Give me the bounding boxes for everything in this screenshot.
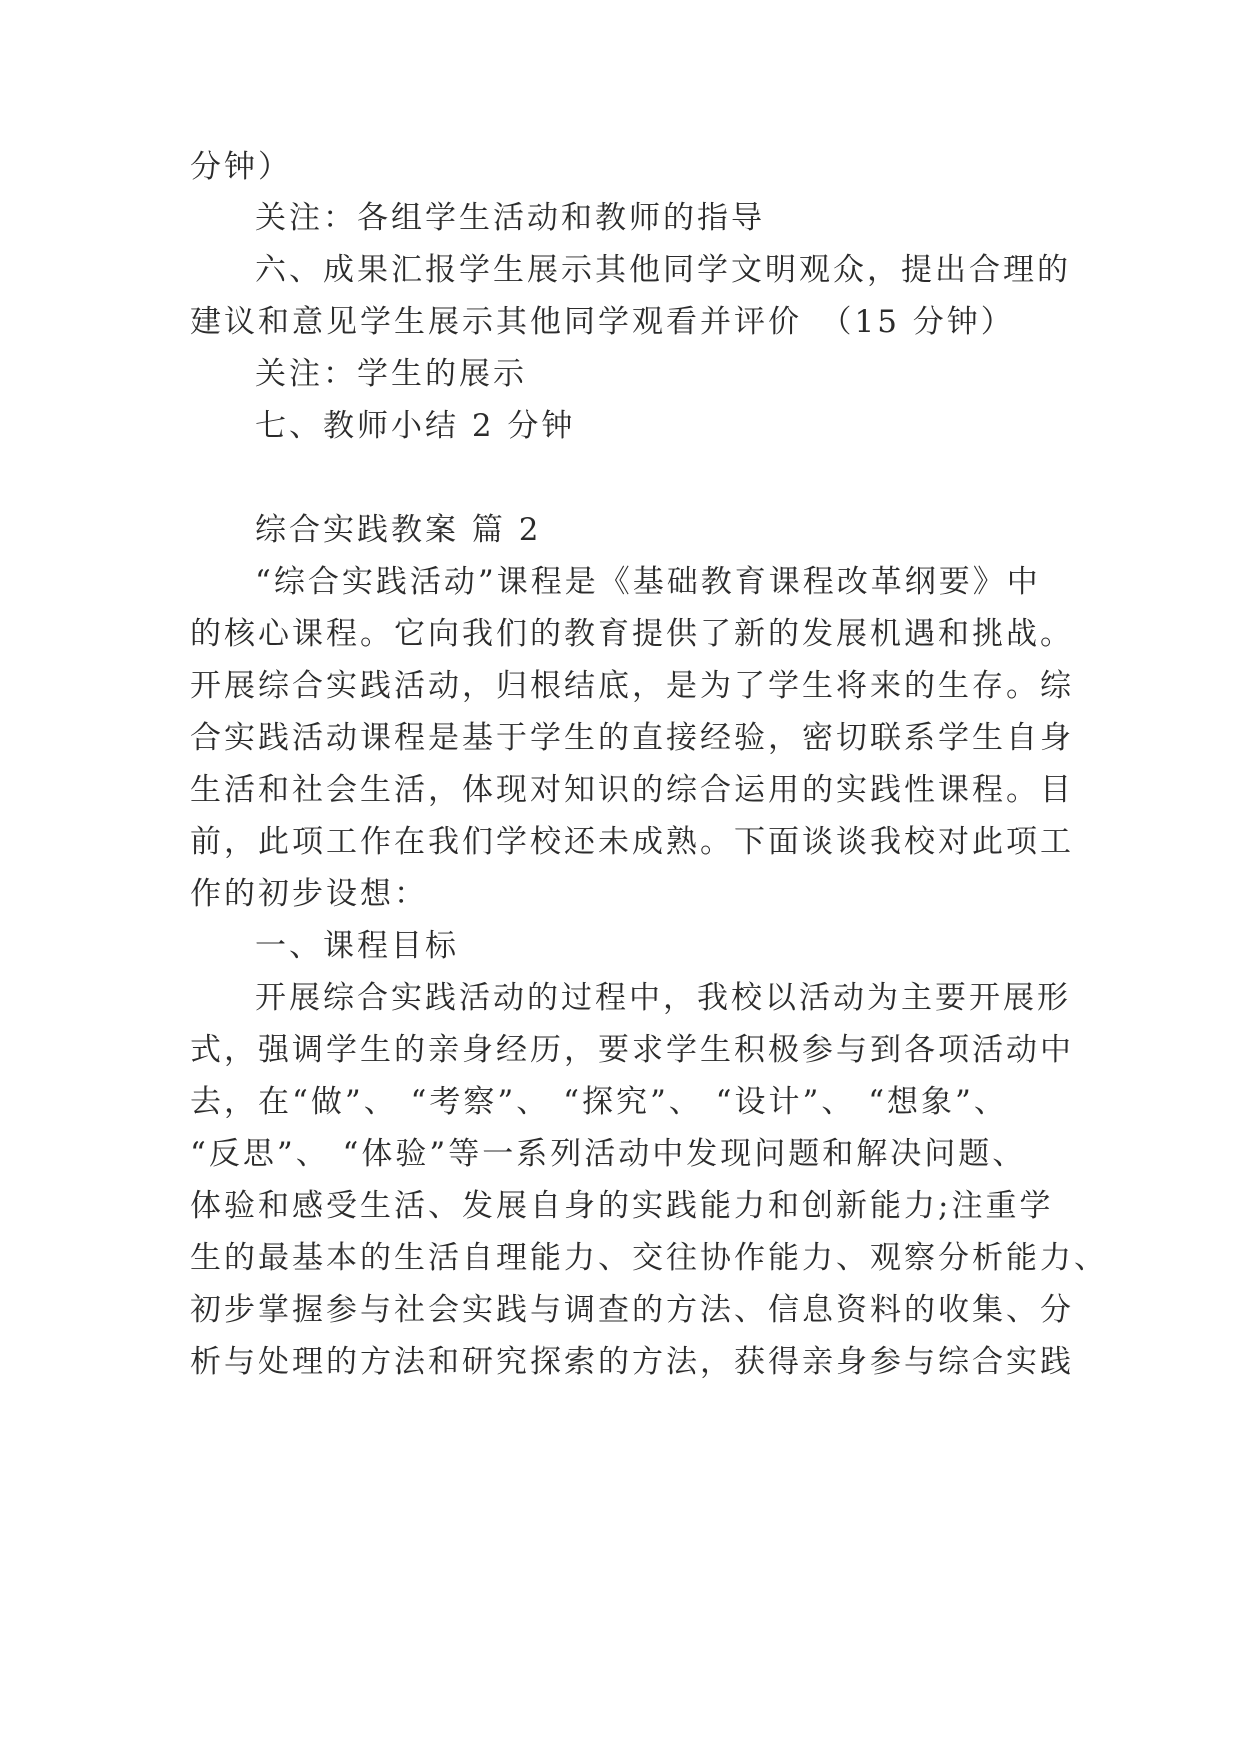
paragraph-line: 关注：学生的展示: [255, 356, 527, 392]
paragraph-line: 建议和意见学生展示其他同学观看并评价 （15 分钟）: [190, 304, 1015, 340]
paragraph-line: 前，此项工作在我们学校还未成熟。下面谈谈我校对此项工: [190, 824, 1074, 860]
paragraph-line: “反思”、 “体验”等一系列活动中发现问题和解决问题、: [190, 1136, 1027, 1172]
paragraph-line: 分钟）: [190, 149, 292, 185]
paragraph-line: 生的最基本的生活自理能力、交往协作能力、观察分析能力、: [190, 1240, 1108, 1276]
paragraph-line: 开展综合实践活动，归根结底，是为了学生将来的生存。综: [190, 668, 1074, 704]
section-heading: 综合实践教案 篇 2: [255, 512, 542, 548]
paragraph-line: 初步掌握参与社会实践与调查的方法、信息资料的收集、分: [190, 1292, 1074, 1328]
paragraph-line: 的核心课程。它向我们的教育提供了新的发展机遇和挑战。: [190, 616, 1074, 652]
paragraph-line: 七、教师小结 2 分钟: [255, 408, 576, 444]
paragraph-line: 去，在“做”、 “考察”、 “探究”、 “设计”、 “想象”、: [190, 1084, 1008, 1120]
paragraph-line: 作的初步设想：: [190, 876, 428, 912]
paragraph-line: 式，强调学生的亲身经历，要求学生积极参与到各项活动中: [190, 1032, 1074, 1068]
paragraph-line: 生活和社会生活，体现对知识的综合运用的实践性课程。目: [190, 772, 1074, 808]
paragraph-line: 体验和感受生活、发展自身的实践能力和创新能力;注重学: [190, 1188, 1054, 1224]
paragraph-line: 开展综合实践活动的过程中，我校以活动为主要开展形: [255, 980, 1071, 1016]
paragraph-line: 析与处理的方法和研究探索的方法，获得亲身参与综合实践: [190, 1344, 1074, 1380]
paragraph-line: 合实践活动课程是基于学生的直接经验，密切联系学生自身: [190, 720, 1074, 756]
paragraph-line: “综合实践活动”课程是《基础教育课程改革纲要》中: [255, 564, 1041, 600]
subsection-heading: 一、课程目标: [255, 928, 459, 964]
paragraph-line: 六、成果汇报学生展示其他同学文明观众，提出合理的: [255, 252, 1071, 288]
paragraph-line: 关注：各组学生活动和教师的指导: [255, 200, 765, 236]
